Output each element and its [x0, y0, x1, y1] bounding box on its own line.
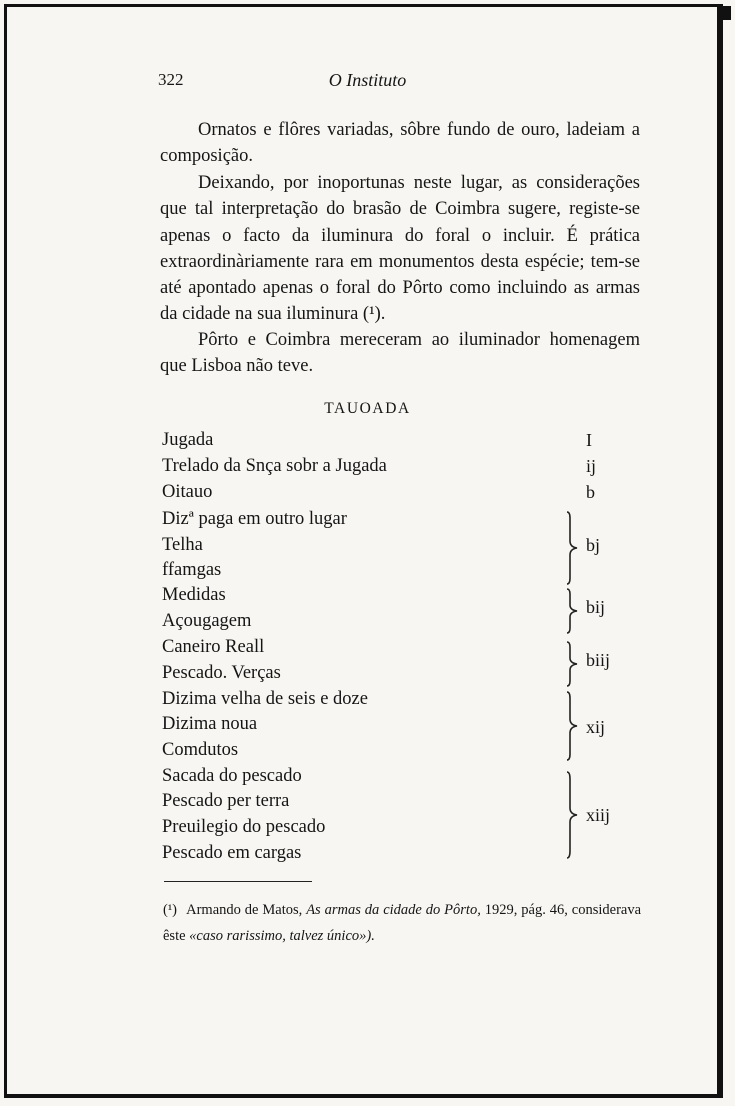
right-brace: [557, 587, 579, 635]
tauoada-entry: Preuilegio do pescado: [162, 817, 326, 837]
page-number: 322: [158, 70, 184, 89]
paragraph-1: Ornatos e flôres variadas, sôbre fundo de ouro, ladeiam a composição.: [160, 120, 640, 167]
tauoada-entry: Telha: [162, 535, 203, 555]
tauoada-entry: Oitauo: [162, 482, 213, 502]
footnote: [163, 897, 641, 949]
footnote-reference: (¹).: [362, 304, 386, 325]
paragraph-2: [160, 170, 640, 328]
footnote-quote: «caso rarissimo, talvez único»).: [189, 928, 375, 944]
roman-numeral: biij: [586, 650, 611, 670]
tauoada-entry: Medidas: [162, 585, 226, 605]
scan-corner-mark: [721, 6, 731, 20]
paragraph-2-text: Deixando, por inoportunas neste lugar, as considerações que tal interpretação do brasão de Coimbra sugere, registe-se apenas o facto da iluminura do foral o incluir. É prática extraordinàriamente rara em monumentos desta espécie; tem-se até apontado apenas o foral do Pôrto como incluindo as armas da cidade na sua iluminura: [160, 173, 640, 325]
right-brace: [557, 640, 579, 688]
roman-numeral: I: [586, 430, 592, 450]
tauoada-entry: Trelado da Snça sobr a Jugada: [162, 456, 387, 476]
tauoada-heading: TAUOADA: [324, 400, 411, 417]
tauoada-entry: Dizima noua: [162, 714, 258, 734]
footnote-work-title: As armas da cidade do Pôrto,: [306, 902, 481, 918]
tauoada-entry: Açougagem: [162, 611, 252, 631]
tauoada-entry: Dizª paga em outro lugar: [162, 509, 347, 529]
right-brace: [557, 510, 579, 586]
roman-numeral: b: [586, 482, 595, 502]
right-brace: [557, 690, 579, 762]
roman-numeral: xij: [586, 717, 606, 737]
footnote-citation: 1929, pág. 46, considerava êste: [163, 902, 642, 944]
roman-numeral: xiij: [586, 805, 611, 825]
tauoada-entry: Jugada: [162, 430, 214, 450]
right-brace: [557, 770, 579, 860]
footnote-rule: [164, 881, 312, 882]
roman-numeral: bij: [586, 597, 606, 617]
roman-numeral: bj: [586, 535, 601, 555]
tauoada-entry: Dizima velha de seis e doze: [162, 689, 368, 709]
tauoada-entry: ffamgas: [162, 560, 222, 580]
tauoada-entry: Caneiro Reall: [162, 637, 265, 657]
running-title: O Instituto: [328, 70, 407, 90]
tauoada-entry: Comdutos: [162, 740, 239, 760]
roman-numeral: ij: [586, 456, 597, 476]
footnote-author: Armando de Matos,: [186, 902, 303, 918]
paragraph-3: Pôrto e Coimbra mereceram ao iluminador homenagem que Lisboa não teve.: [160, 330, 640, 377]
tauoada-entry: Pescado em cargas: [162, 843, 302, 863]
footnote-marker: (¹): [163, 902, 178, 918]
tauoada-entry: Pescado per terra: [162, 791, 290, 811]
tauoada-entry: Pescado. Verças: [162, 663, 281, 683]
tauoada-entry: Sacada do pescado: [162, 766, 302, 786]
